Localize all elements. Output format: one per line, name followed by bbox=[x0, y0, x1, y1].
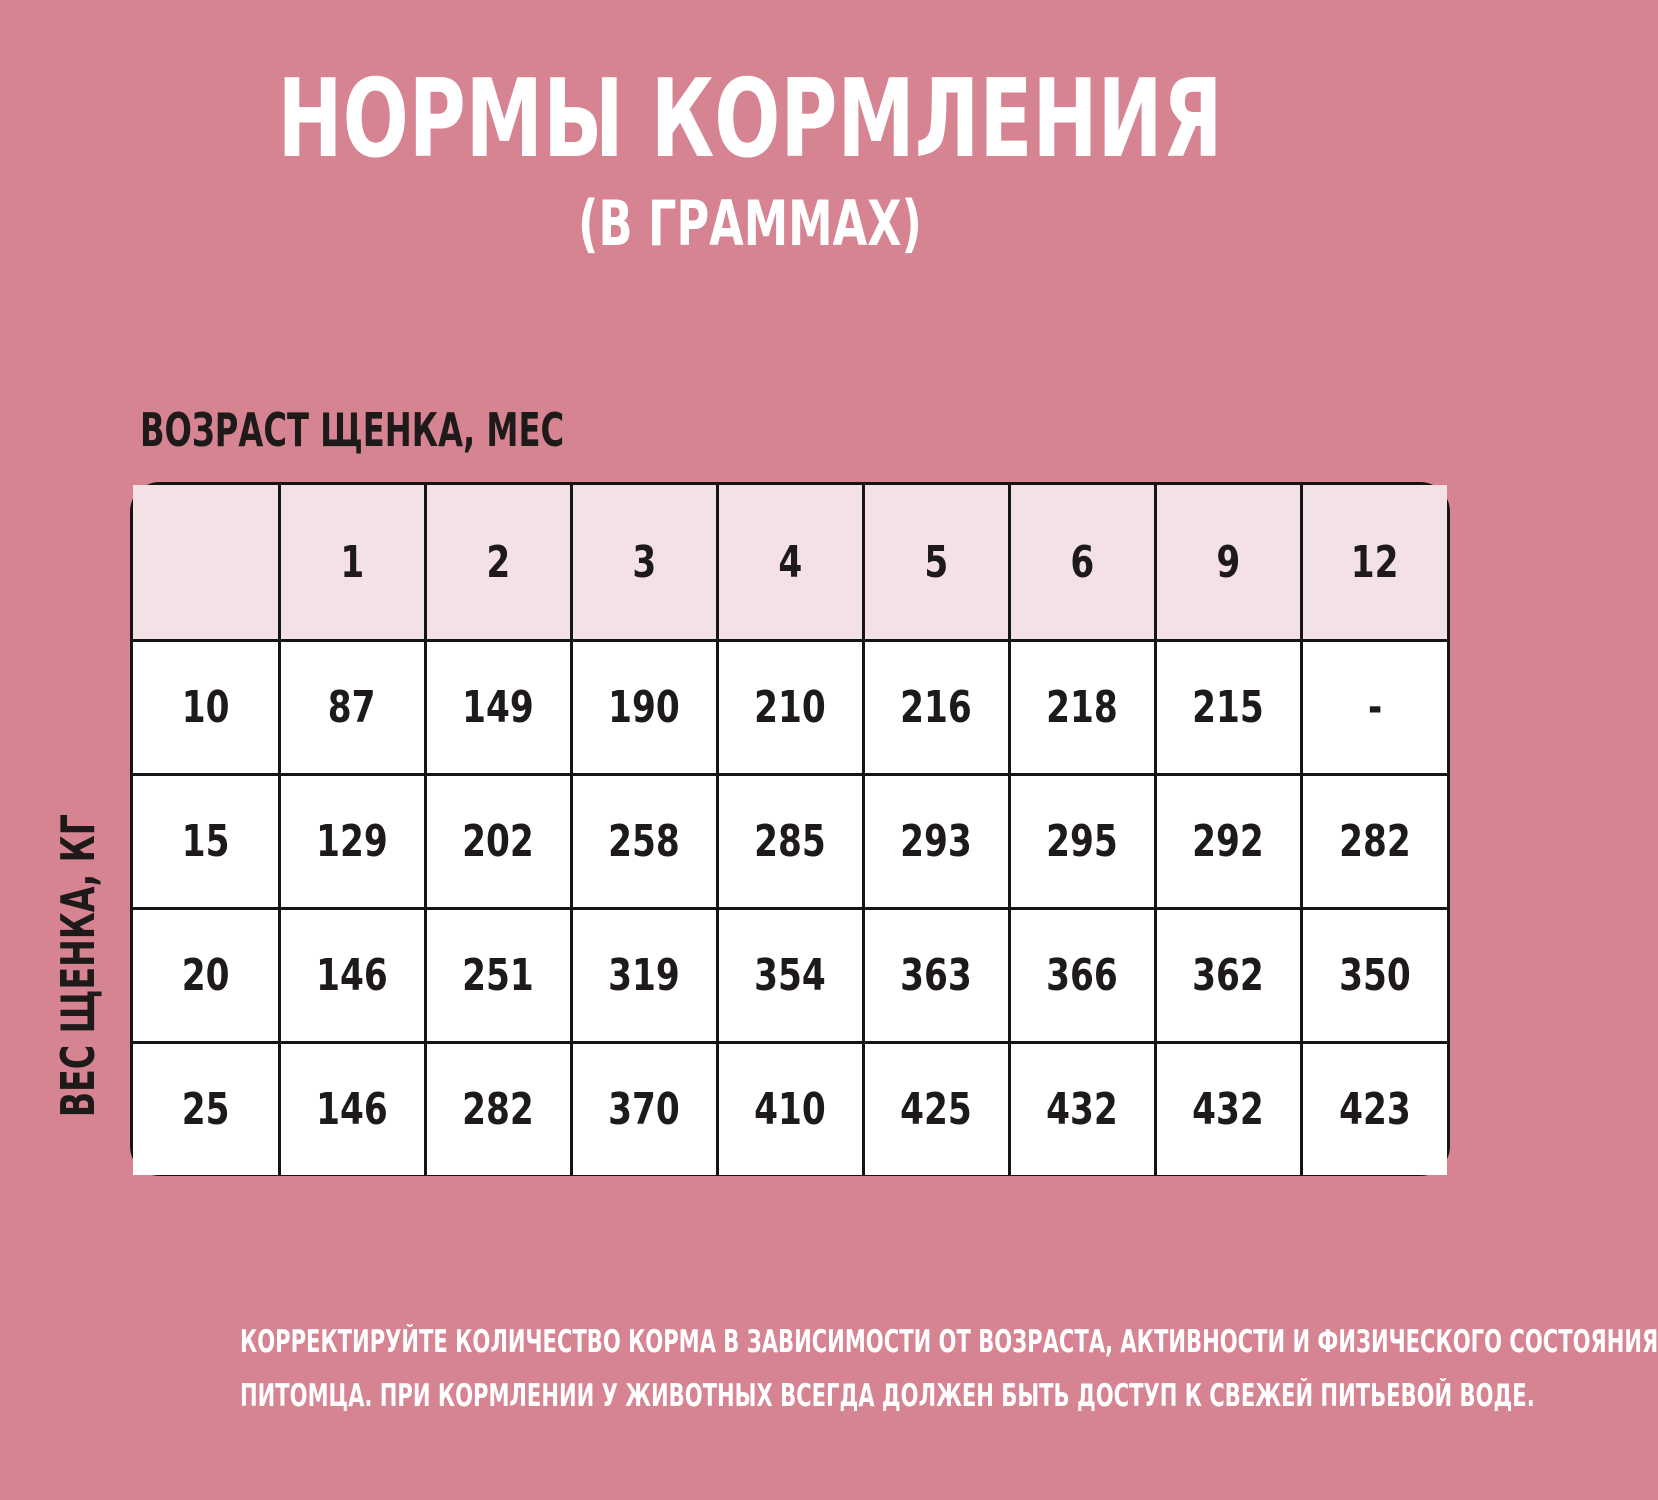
table-cell bbox=[425, 909, 571, 1043]
row-header bbox=[133, 1043, 279, 1176]
table-cell bbox=[279, 775, 425, 909]
column-header-text: 2 bbox=[486, 536, 510, 588]
table-cell bbox=[1155, 1043, 1301, 1176]
table-cell-text: 190 bbox=[608, 682, 680, 733]
table-cell-text: 285 bbox=[754, 816, 826, 867]
table-cell bbox=[571, 1043, 717, 1176]
column-header-text: 5 bbox=[924, 536, 948, 588]
column-header bbox=[279, 485, 425, 641]
table-cell bbox=[425, 775, 571, 909]
table-header-row bbox=[133, 485, 1447, 641]
column-header-text: 3 bbox=[632, 536, 656, 588]
table-cell bbox=[279, 641, 425, 775]
table-row bbox=[133, 775, 1447, 909]
page-title: НОРМЫ КОРМЛЕНИЯ bbox=[277, 57, 1223, 182]
table-cell-text: 146 bbox=[316, 950, 388, 1001]
table-cell bbox=[571, 909, 717, 1043]
column-header bbox=[1301, 485, 1447, 641]
weight-axis-label bbox=[51, 814, 105, 1176]
row-header-text: 20 bbox=[181, 950, 230, 1001]
table-row bbox=[133, 1043, 1447, 1176]
table-cell bbox=[571, 775, 717, 909]
table-cell-text: 366 bbox=[1046, 950, 1118, 1001]
table-cell-text: 370 bbox=[608, 1084, 680, 1135]
table-cell-text: 362 bbox=[1192, 950, 1264, 1001]
table-cell-text: 354 bbox=[754, 950, 826, 1001]
table-cell bbox=[1009, 641, 1155, 775]
column-header bbox=[571, 485, 717, 641]
table-cell-text: 282 bbox=[462, 1084, 534, 1135]
table-cell-text: 432 bbox=[1046, 1084, 1118, 1135]
table-cell bbox=[425, 1043, 571, 1176]
column-header bbox=[425, 485, 571, 641]
column-header-text: 6 bbox=[1070, 536, 1094, 588]
table-cell bbox=[717, 641, 863, 775]
table-cell-text: 216 bbox=[900, 682, 972, 733]
column-header bbox=[1155, 485, 1301, 641]
column-header-text: 1 bbox=[340, 536, 364, 588]
table-cell-text: 258 bbox=[608, 816, 680, 867]
column-header-text: 4 bbox=[778, 536, 802, 588]
table-cell-text: 251 bbox=[462, 950, 534, 1001]
table-cell-text: 295 bbox=[1046, 816, 1118, 867]
table-cell-text: 319 bbox=[608, 950, 680, 1001]
row-header-text: 10 bbox=[181, 682, 230, 733]
table-cell bbox=[1301, 775, 1447, 909]
column-header bbox=[863, 485, 1009, 641]
weight-axis-label-text: ВЕС ЩЕНКА, КГ bbox=[51, 814, 105, 1118]
table-cell bbox=[1301, 641, 1447, 775]
column-header-text: 9 bbox=[1216, 536, 1240, 588]
table-cell bbox=[1301, 909, 1447, 1043]
row-header bbox=[133, 775, 279, 909]
table-cell bbox=[1155, 641, 1301, 775]
table-cell-text: 146 bbox=[316, 1084, 388, 1135]
table-cell bbox=[863, 909, 1009, 1043]
column-header bbox=[717, 485, 863, 641]
table-row bbox=[133, 909, 1447, 1043]
table-cell-text: 363 bbox=[900, 950, 972, 1001]
page-subtitle: (В ГРАММАХ) bbox=[578, 187, 922, 260]
row-header bbox=[133, 909, 279, 1043]
age-axis-label: ВОЗРАСТ ЩЕНКА, МЕС bbox=[140, 403, 565, 457]
table-row bbox=[133, 641, 1447, 775]
table-cell-text: 282 bbox=[1338, 816, 1411, 867]
table-cell bbox=[863, 1043, 1009, 1176]
table-cell bbox=[279, 1043, 425, 1176]
table-cell bbox=[1155, 909, 1301, 1043]
footer-note-line-2: ПИТОМЦА. ПРИ КОРМЛЕНИИ У ЖИВОТНЫХ ВСЕГДА ДОЛЖЕН БЫТЬ ДОСТУП К СВЕЖЕЙ ПИТЬЕВОЙ ВОДЕ. bbox=[240, 1378, 1535, 1414]
column-header-text: 12 bbox=[1350, 536, 1399, 588]
table-cell bbox=[1009, 909, 1155, 1043]
table-cell bbox=[1155, 775, 1301, 909]
table-cell-text: 215 bbox=[1192, 682, 1264, 733]
table-cell bbox=[863, 641, 1009, 775]
table-cell-text: 425 bbox=[900, 1084, 972, 1135]
table-cell-text: 293 bbox=[900, 816, 972, 867]
table-cell-text: 87 bbox=[328, 682, 376, 733]
table-cell-text: 410 bbox=[754, 1084, 826, 1135]
row-header-text: 15 bbox=[181, 816, 230, 867]
table-cell bbox=[717, 775, 863, 909]
table-cell-text: 202 bbox=[462, 816, 534, 867]
feeding-table bbox=[130, 482, 1450, 1176]
table-cell-text: 218 bbox=[1046, 682, 1118, 733]
corner-cell bbox=[133, 485, 279, 641]
table-cell-text: 350 bbox=[1338, 950, 1411, 1001]
table-cell-text: 129 bbox=[316, 816, 388, 867]
feeding-table-grid bbox=[133, 485, 1447, 1175]
table-cell-text: 423 bbox=[1338, 1084, 1411, 1135]
table-cell-text: 149 bbox=[462, 682, 534, 733]
table-cell bbox=[1009, 775, 1155, 909]
table-cell-text: 292 bbox=[1192, 816, 1264, 867]
table-cell bbox=[279, 909, 425, 1043]
table-cell bbox=[717, 909, 863, 1043]
table-cell bbox=[717, 1043, 863, 1176]
row-header-text: 25 bbox=[181, 1084, 230, 1135]
table-cell bbox=[863, 775, 1009, 909]
table-cell-text: 210 bbox=[754, 682, 826, 733]
table-cell-text: 432 bbox=[1192, 1084, 1264, 1135]
table-cell bbox=[571, 641, 717, 775]
column-header bbox=[1009, 485, 1155, 641]
table-cell bbox=[1301, 1043, 1447, 1176]
footer-note-line-1: КОРРЕКТИРУЙТЕ КОЛИЧЕСТВО КОРМА В ЗАВИСИМОСТИ ОТ ВОЗРАСТА, АКТИВНОСТИ И ФИЗИЧЕСКОГО СОСТОЯНИЯ bbox=[240, 1324, 1658, 1360]
table-cell bbox=[425, 641, 571, 775]
table-cell-text: - bbox=[1367, 682, 1382, 733]
row-header bbox=[133, 641, 279, 775]
table-cell bbox=[1009, 1043, 1155, 1176]
